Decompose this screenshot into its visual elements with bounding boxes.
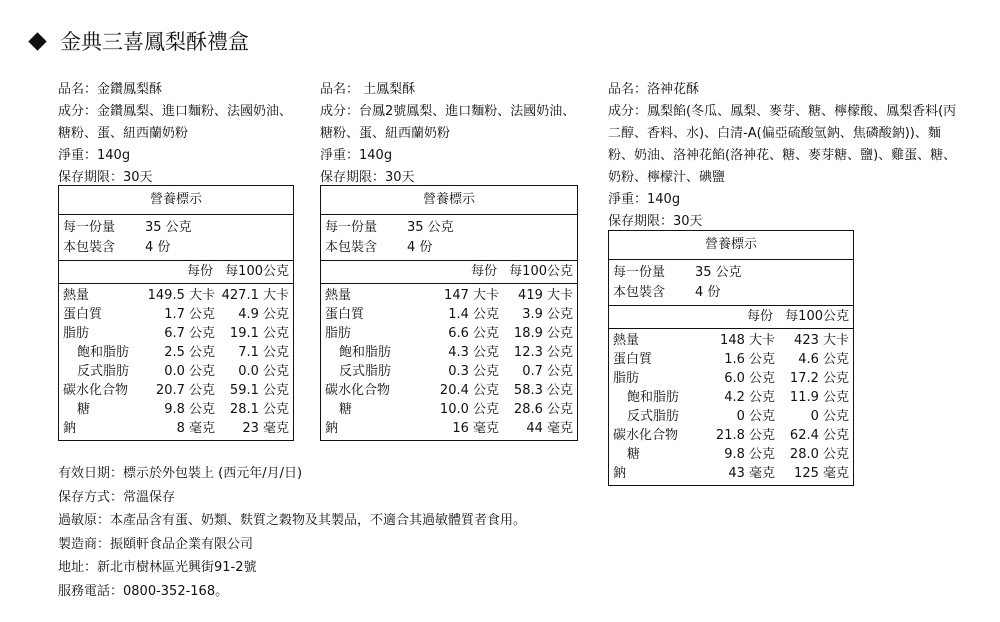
package-value: 4 份: [145, 240, 171, 255]
per-100g-value: 58.3 公克: [513, 383, 573, 398]
nutrient-row: [63, 324, 289, 343]
per-100g-value: 59.1 公克: [229, 383, 289, 398]
nutrient-label: 鈉: [613, 466, 627, 481]
serving-label: 每一份量: [613, 265, 666, 280]
nutrient-row: [325, 286, 573, 305]
product-shelf-life: 保存期限：30天: [58, 170, 153, 185]
per-100g-value: 0.0 公克: [238, 364, 289, 379]
nutrient-label: 飽和脂肪: [627, 390, 680, 405]
per-serving-value: 16 毫克: [452, 421, 499, 436]
per-100g-value: 427.1 大卡: [221, 288, 289, 303]
per-100g-value: 23 毫克: [242, 421, 289, 436]
serving-info: [609, 260, 853, 306]
nutrient-label: 反式脂肪: [627, 409, 680, 424]
expiry-text: 有效日期：標示於外包裝上 (西元年/月/日): [58, 466, 303, 481]
per-serving-label: 每份: [470, 264, 497, 279]
nutrient-label: 鈉: [63, 421, 77, 436]
nutrient-label: 脂肪: [63, 326, 90, 341]
phone-text: 服務電話：0800-352-168。: [58, 583, 229, 599]
nutrient-row: [63, 362, 289, 381]
nutrient-row: [325, 343, 573, 362]
per-serving-value: 1.6 公克: [724, 352, 775, 367]
product-info-2: [320, 79, 576, 189]
nutrient-row: [613, 350, 849, 369]
per-serving-value: 20.7 公克: [155, 383, 215, 398]
product-weight: 淨重：140g: [608, 192, 681, 207]
per-100g-value: 7.1 公克: [238, 345, 289, 360]
nutrient-row: [325, 419, 573, 438]
per-serving-value: 6.6 公克: [448, 326, 499, 341]
per-serving-value: 21.8 公克: [715, 428, 775, 443]
package-label: 本包裝含: [613, 285, 666, 300]
nutrient-label: 熱量: [613, 333, 640, 348]
per-serving-label: 每份: [746, 309, 773, 324]
nutrient-rows: [59, 284, 293, 440]
per-100g-label: 每100公克: [509, 264, 573, 279]
per-serving-value: 1.7 公克: [164, 307, 215, 322]
per-100g-value: 12.3 公克: [513, 345, 573, 360]
nutrient-label: 糖: [627, 447, 641, 462]
nutrient-rows: [609, 329, 853, 485]
product-name: 品名：洛神花酥: [608, 82, 700, 97]
nutrient-row: [613, 331, 849, 350]
per-serving-value: 8 毫克: [176, 421, 215, 436]
nutrition-table-3: [608, 230, 854, 486]
product-ingredients: 成分：鳳梨餡(冬瓜、鳳梨、麥芽、糖、檸檬酸、鳳梨香料(丙二醇、香料、水)、白清-A(偏亞硫酸氫鈉、焦磷酸鈉))、麵粉、奶油、洛神花餡(洛神花、糖、麥芽糖、鹽)、雞蛋、糖、奶粉、檸檬汁、碘鹽: [608, 104, 957, 185]
per-serving-value: 149.5 大卡: [147, 288, 215, 303]
product-weight: 淨重：140g: [58, 148, 131, 163]
per-serving-value: 0 公克: [736, 409, 775, 424]
per-100g-label: 每100公克: [225, 264, 289, 279]
per-100g-value: 423 大卡: [794, 333, 849, 348]
nutrient-row: [63, 305, 289, 324]
nutrition-table-2: [320, 185, 578, 441]
serving-value: 35 公克: [407, 220, 454, 235]
package-label: 本包裝含: [63, 240, 116, 255]
nutrient-row: [325, 362, 573, 381]
nutrient-row: [613, 445, 849, 464]
per-100g-value: 419 大卡: [518, 288, 573, 303]
nutrient-label: 碳水化合物: [325, 383, 391, 398]
nutrient-row: [613, 388, 849, 407]
nutrition-header: 營養標示: [609, 231, 853, 260]
per-serving-value: 0.0 公克: [164, 364, 215, 379]
allergen-text: 過敏原：本產品含有蛋、奶類、麩質之穀物及其製品，不適合其過敏體質者食用。: [58, 513, 527, 528]
per-serving-value: 148 大卡: [720, 333, 775, 348]
nutrient-label: 糖: [77, 402, 91, 417]
serving-info: [321, 215, 577, 261]
nutrient-label: 熱量: [325, 288, 352, 303]
nutrient-label: 鈉: [325, 421, 339, 436]
product-info-1: [58, 79, 302, 189]
serving-label: 每一份量: [63, 220, 116, 235]
per-serving-value: 6.7 公克: [164, 326, 215, 341]
per-100g-value: 62.4 公克: [789, 428, 849, 443]
per-100g-value: 4.9 公克: [238, 307, 289, 322]
product-info-3: [608, 79, 970, 233]
storage-text: 保存方式：常溫保存: [58, 489, 176, 505]
per-100g-label: 每100公克: [785, 309, 849, 324]
product-name: 品名：金鑽鳳梨酥: [58, 82, 163, 97]
nutrient-row: [325, 381, 573, 400]
per-serving-value: 9.8 公克: [164, 402, 215, 417]
per-serving-value: 43 毫克: [728, 466, 775, 481]
per-100g-value: 0.7 公克: [522, 364, 573, 379]
nutrient-label: 熱量: [63, 288, 90, 303]
nutrient-row: [63, 419, 289, 438]
package-value: 4 份: [695, 285, 721, 300]
nutrition-header: 營養標示: [59, 186, 293, 215]
per-100g-value: 19.1 公克: [229, 326, 289, 341]
nutrient-label: 飽和脂肪: [77, 345, 130, 360]
nutrient-row: [613, 426, 849, 445]
per-100g-value: 28.6 公克: [513, 402, 573, 417]
nutrient-row: [613, 407, 849, 426]
address-text: 地址：新北市樹林區光興街91-2號: [58, 560, 257, 575]
per-serving-value: 1.4 公克: [448, 307, 499, 322]
nutrition-table-1: [58, 185, 294, 441]
serving-info: [59, 215, 293, 261]
per-100g-value: 28.1 公克: [229, 402, 289, 417]
per-serving-value: 6.0 公克: [724, 371, 775, 386]
nutrient-label: 蛋白質: [63, 307, 103, 322]
per-100g-value: 0 公克: [810, 409, 849, 424]
nutrient-row: [613, 369, 849, 388]
nutrient-label: 碳水化合物: [63, 383, 129, 398]
product-ingredients: 成分：台鳳2號鳳梨、進口麵粉、法國奶油、糖粉、蛋、紐西蘭奶粉: [320, 104, 576, 141]
serving-label: 每一份量: [325, 220, 378, 235]
per-100g-value: 44 毫克: [526, 421, 573, 436]
nutrient-row: [325, 305, 573, 324]
page-title: [28, 28, 249, 54]
package-value: 4 份: [407, 240, 433, 255]
product-ingredients: 成分：金鑽鳳梨、進口麵粉、法國奶油、糖粉、蛋、紐西蘭奶粉: [58, 104, 293, 141]
per-serving-value: 2.5 公克: [164, 345, 215, 360]
per-100g-value: 17.2 公克: [789, 371, 849, 386]
nutrient-label: 脂肪: [325, 326, 352, 341]
nutrient-row: [325, 324, 573, 343]
nutrient-rows: [321, 284, 577, 440]
per-100g-value: 18.9 公克: [513, 326, 573, 341]
nutrient-label: 碳水化合物: [613, 428, 679, 443]
serving-value: 35 公克: [145, 220, 192, 235]
per-serving-value: 9.8 公克: [724, 447, 775, 462]
nutrient-label: 蛋白質: [613, 352, 653, 367]
per-serving-value: 10.0 公克: [439, 402, 499, 417]
nutrition-header: 營養標示: [321, 186, 577, 215]
per-serving-label: 每份: [186, 264, 213, 279]
manufacturer-text: 製造商：振頤軒食品企業有限公司: [58, 536, 254, 552]
nutrient-label: 糖: [339, 402, 353, 417]
diamond-bullet-icon: [28, 32, 46, 50]
product-name: 品名： 土鳳梨酥: [320, 82, 416, 97]
column-header: [59, 261, 293, 284]
nutrient-label: 脂肪: [613, 371, 640, 386]
per-100g-value: 3.9 公克: [522, 307, 573, 322]
serving-value: 35 公克: [695, 265, 742, 280]
nutrient-row: [325, 400, 573, 419]
title-text: 金典三喜鳳梨酥禮盒: [60, 30, 249, 54]
per-100g-value: 125 毫克: [794, 466, 849, 481]
nutrient-row: [63, 343, 289, 362]
per-100g-value: 28.0 公克: [789, 447, 849, 462]
nutrient-label: 反式脂肪: [77, 364, 130, 379]
per-100g-value: 4.6 公克: [798, 352, 849, 367]
nutrient-row: [63, 400, 289, 419]
footer-info: [58, 462, 526, 603]
per-100g-value: 11.9 公克: [789, 390, 849, 405]
nutrient-label: 蛋白質: [325, 307, 365, 322]
column-header: [321, 261, 577, 284]
per-serving-value: 147 大卡: [444, 288, 499, 303]
per-serving-value: 20.4 公克: [439, 383, 499, 398]
package-label: 本包裝含: [325, 240, 378, 255]
product-shelf-life: 保存期限：30天: [608, 214, 703, 229]
column-header: [609, 306, 853, 329]
nutrient-row: [63, 286, 289, 305]
nutrient-row: [63, 381, 289, 400]
per-serving-value: 0.3 公克: [448, 364, 499, 379]
product-shelf-life: 保存期限：30天: [320, 170, 415, 185]
nutrient-label: 反式脂肪: [339, 364, 392, 379]
nutrient-label: 飽和脂肪: [339, 345, 392, 360]
product-weight: 淨重：140g: [320, 148, 393, 163]
nutrient-row: [613, 464, 849, 483]
per-serving-value: 4.2 公克: [724, 390, 775, 405]
per-serving-value: 4.3 公克: [448, 345, 499, 360]
